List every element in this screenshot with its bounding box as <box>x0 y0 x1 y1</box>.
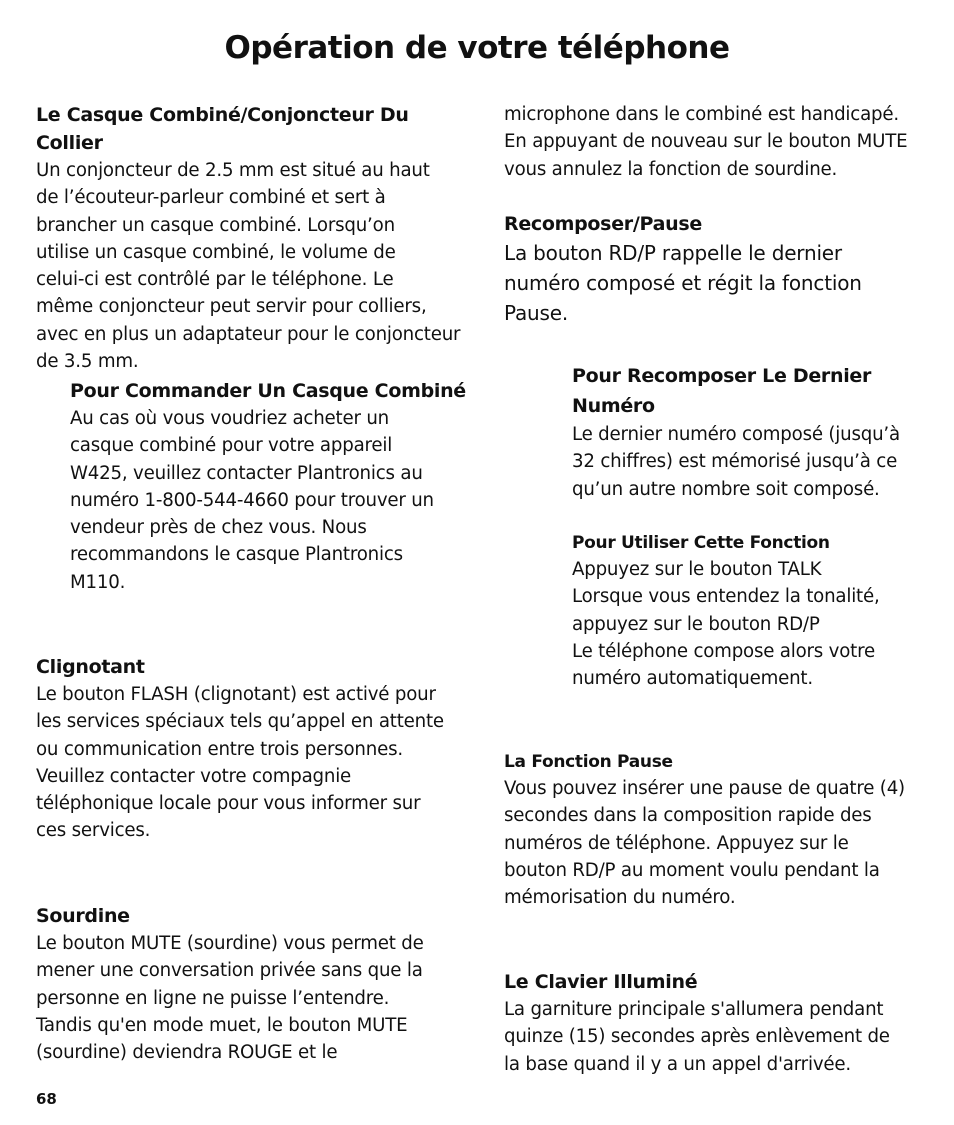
section-text: La bouton RD/P rappelle le dernier numéro composé et régit la fonction Pause. <box>504 241 862 325</box>
section-text: microphone dans le combiné est handicapé. En appuyant de nouveau sur le bouton MUTE vous annulez la fonction de sourdine. <box>504 104 908 180</box>
section-text: Au cas où vous voudriez acheter un casque combiné pour votre appareil W425, veuillez contacter Plantronics au numéro 1-800-544-4660 pour trouver un vendeur près de chez vous. Nous recommandons le casque Plantronics M110. <box>70 408 434 593</box>
section-heading: Sourdine <box>36 905 130 927</box>
section-heading: Le Clavier Illuminé <box>504 971 698 993</box>
section-heading: Pour Utiliser Cette Fonction <box>572 533 830 553</box>
page-title: Opération de votre téléphone <box>224 30 730 66</box>
section-dernier-numero <box>572 361 934 503</box>
section-heading: La Fonction Pause <box>504 752 673 772</box>
page-number: 68 <box>36 1090 57 1108</box>
section-clignotant <box>36 653 466 845</box>
section-commander <box>70 377 466 596</box>
section-text: Un conjoncteur de 2.5 mm est situé au haut de l’écouteur-parleur combiné et sert à brancher un casque combiné. Lorsqu’on utilise un casque combiné, le volume de celui-ci est contrôlé par le téléphone. Le même conjoncteur peut servir pour colliers, avec en plus un adaptateur pour le conjoncteur de 3.5 mm. <box>36 160 461 373</box>
section-casque <box>36 101 466 375</box>
section-pause <box>504 749 934 911</box>
section-recomposer <box>504 210 934 328</box>
section-text: Le bouton MUTE (sourdine) vous permet de mener une conversation privée sans que la personne en ligne ne puisse l’entendre. Tandis qu'en mode muet, le bouton MUTE (sourdine) deviendra ROUGE et le <box>36 933 424 1064</box>
section-heading: Recomposer/Pause <box>504 213 702 235</box>
section-heading: Clignotant <box>36 656 145 678</box>
section-heading: Pour Commander Un Casque Combiné <box>70 380 466 402</box>
section-text: Appuyez sur le bouton TALK Lorsque vous entendez la tonalité, appuyez sur le bouton RD/P Le téléphone compose alors votre numéro automatiquement. <box>572 559 880 690</box>
section-text: Le dernier numéro composé (jusqu’à 32 chiffres) est mémorisé jusqu’à ce qu’un autre nombre soit composé. <box>572 424 900 500</box>
section-heading: Pour Recomposer Le Dernier Numéro <box>572 365 872 417</box>
section-utiliser <box>572 530 934 692</box>
section-sourdine <box>36 902 466 1066</box>
section-clavier <box>504 968 934 1078</box>
section-text: Vous pouvez insérer une pause de quatre (4) secondes dans la composition rapide des numéros de téléphone. Appuyez sur le bouton RD/P au moment voulu pendant la mémorisation du numéro. <box>504 778 905 909</box>
section-heading: Le Casque Combiné/Conjoncteur Du Collier <box>36 104 409 154</box>
section-text: Le bouton FLASH (clignotant) est activé pour les services spéciaux tels qu’appel en attente ou communication entre trois personnes. Veuillez contacter votre compagnie téléphonique locale pour vous informer sur ces services. <box>36 684 444 842</box>
section-text: La garniture principale s'allumera pendant quinze (15) secondes après enlèvement de la base quand il y a un appel d'arrivée. <box>504 999 890 1075</box>
section-sourdine-continued <box>504 101 934 183</box>
